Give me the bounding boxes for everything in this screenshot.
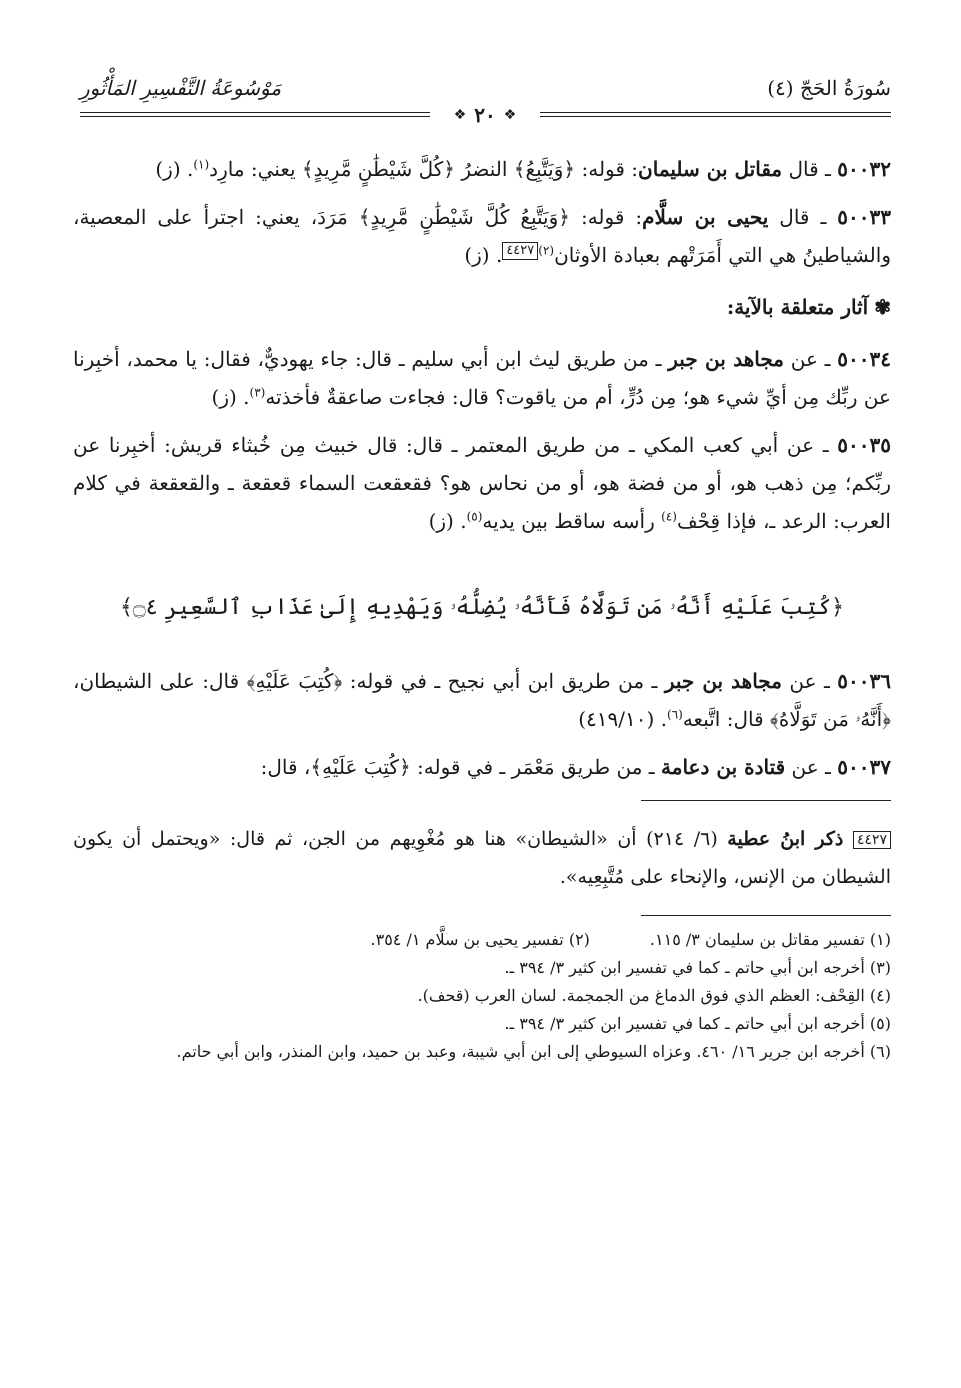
narration-50037: ٥٠٠٣٧ ـ عن قتادة بن دعامة ـ من طريق مَعْمَر ـ في قوله: ﴿كُتِبَ عَلَيْهِ﴾، قال: [260, 755, 891, 779]
main-content [73, 150, 891, 1066]
footnote-rule [641, 915, 891, 916]
flower-ornament-icon: ✾ [874, 295, 891, 319]
narrator-name: قتادة بن دعامة [661, 755, 786, 779]
narration-number: ٥٠٠٣٢ [837, 157, 891, 181]
page-number: ٢٠ [474, 103, 496, 127]
commentary-note: ٤٤٢٧ ذكر ابنُ عطية (٦/ ٢١٤) أن «الشيطان» هنا هو مُغْوِيهم من الجن، ثم قال: «ويحتمل أن يكون الشيطان من الإنس، والإنحاء على مُتَّبِعِيه». [73, 828, 891, 888]
page-number-block [430, 102, 540, 128]
narrator-name: مجاهد بن جبر [664, 669, 782, 693]
quran-verse: ﴿كُتِبَ عَلَيْهِ أَنَّهُۥ مَن تَوَلَّاهُ فَأَنَّهُۥ يُضِلُّهُۥ وَيَهْدِيهِ إِلَىٰ عَذَابِ ٱلسَّعِيرِ ۝٤﴾ [119, 595, 844, 620]
footnote-2: (٢) تفسير يحيى بن سلَّام ١/ ٣٥٤. [370, 930, 590, 949]
footnote-3: (٣) أخرجه ابن أبي حاتم ـ كما في تفسير ابن كثير ٣/ ٣٩٤ ـ. [504, 958, 891, 977]
narration-number: ٥٠٠٣٧ [837, 755, 891, 779]
narration-50036: ٥٠٠٣٦ ـ عن مجاهد بن جبر ـ من طريق ابن أبي نجيح ـ في قوله: ﴿كُتِبَ عَلَيْهِ﴾ قال: على الشيطان، ﴿أَنَّهُۥ مَن تَوَلَّاهُ﴾ قال: اتَّبعه$^{(٦)}$. (٤١٩/١٠) [73, 669, 892, 731]
narration-number: ٥٠٠٣٥ [837, 433, 891, 457]
commentary-ref-box: ٤٤٢٧ [502, 242, 538, 260]
narration-50035: ٥٠٠٣٥ ـ عن أبي كعب المكي ـ من طريق المعتمر ـ قال: قال خبيث مِن خُبثاء قريش: أخبِرنا عن ربِّكم؛ مِن ذهب هو، أو من فضة هو، أو من نحاس هو؟ فقعقعت السماء قعقعة ـ والقعقعة في كلام العرب: الرعد ـ، فإذا قِحْف$^{(٤)}$ رأسه ساقط بين يديه$^{(٥)}$. (ز) [73, 433, 891, 533]
footnote-row [73, 926, 891, 954]
narration-number: ٥٠٠٣٤ [837, 347, 891, 371]
narration-50034: ٥٠٠٣٤ ـ عن مجاهد بن جبر ـ من طريق ليث ابن أبي سليم ـ قال: جاء يهوديٌّ، فقال: يا محمد، أخبِرنا عن ربِّك مِن أيِّ شيء هو؛ مِن دُرٍّ، أم من ياقوت؟ قال: فجاءت صاعقةٌ فأخذته$^{(٣)}$. (ز) [73, 347, 891, 409]
section-title: ✾آثار متعلقة بالآية: [726, 295, 891, 319]
running-header-surah: سُورَةُ الحَجّ (٤) [767, 76, 891, 100]
footnote-5: (٥) أخرجه ابن أبي حاتم ـ كما في تفسير ابن كثير ٣/ ٣٩٤ ـ. [504, 1014, 891, 1033]
narrator-name: مجاهد بن جبر [668, 347, 784, 371]
narration-50033: ٥٠٠٣٣ ـ قال يحيى بن سلَّام: قوله: ﴿وَيَتَّبِعُ كُلَّ شَيْطَٰنٍ مَّرِيدٍ﴾ مَرَدَ، يعني: اجترأ على المعصية، والشياطينُ هي التي أَمَرَتْهم بعبادة الأوثان$^{(٢)}$٤٤٢٧. (ز) [73, 205, 891, 267]
narrator-name: يحيى بن سلَّام [642, 205, 769, 229]
footnote-6: (٦) أخرجه ابن جرير ١٦/ ٤٦٠. وعزاه السيوطي إلى ابن أبي شيبة، وعبد بن حميد، وابن المنذر، وابن أبي حاتم. [176, 1042, 891, 1061]
ornament-icon: ❖ [453, 107, 467, 123]
footnote-ref: (١) [193, 157, 210, 172]
footnote-ref: (٥) [466, 509, 483, 524]
narration-50032: ٥٠٠٣٢ ـ قال مقاتل بن سليمان: قوله: ﴿وَيَتَّبِعُ﴾ النضرُ ﴿كُلَّ شَيْطَٰنٍ مَّرِيدٍ﴾ يعني: مارِد$^{(١)}$. (ز) [155, 157, 891, 181]
commentator-name: ذكر ابنُ عطية [727, 828, 844, 850]
commentary-ref-box: ٤٤٢٧ [853, 831, 891, 849]
footnote-ref: (٤) [661, 509, 677, 524]
footnote-1: (١) تفسير مقاتل بن سليمان ٣/ ١١٥. [649, 930, 891, 949]
footnote-ref: (٦) [667, 707, 683, 722]
narration-number: ٥٠٠٣٣ [837, 205, 891, 229]
running-header-book-title: مَوْسُوعَةُ التَّفْسِيرِ المَأْثُورِ [80, 76, 282, 100]
footnote-ref: (٢) [538, 243, 555, 258]
footnote-4: (٤) القِحْف: العظم الذي فوق الدماغ من الجمجمة. لسان العرب (قحف). [417, 986, 891, 1005]
commentary-rule [641, 800, 891, 801]
footnote-ref: (٣) [249, 385, 266, 400]
narrator-name: مقاتل بن سليمان [638, 157, 783, 181]
narration-number: ٥٠٠٣٦ [837, 669, 892, 693]
ornament-icon: ❖ [503, 107, 517, 123]
